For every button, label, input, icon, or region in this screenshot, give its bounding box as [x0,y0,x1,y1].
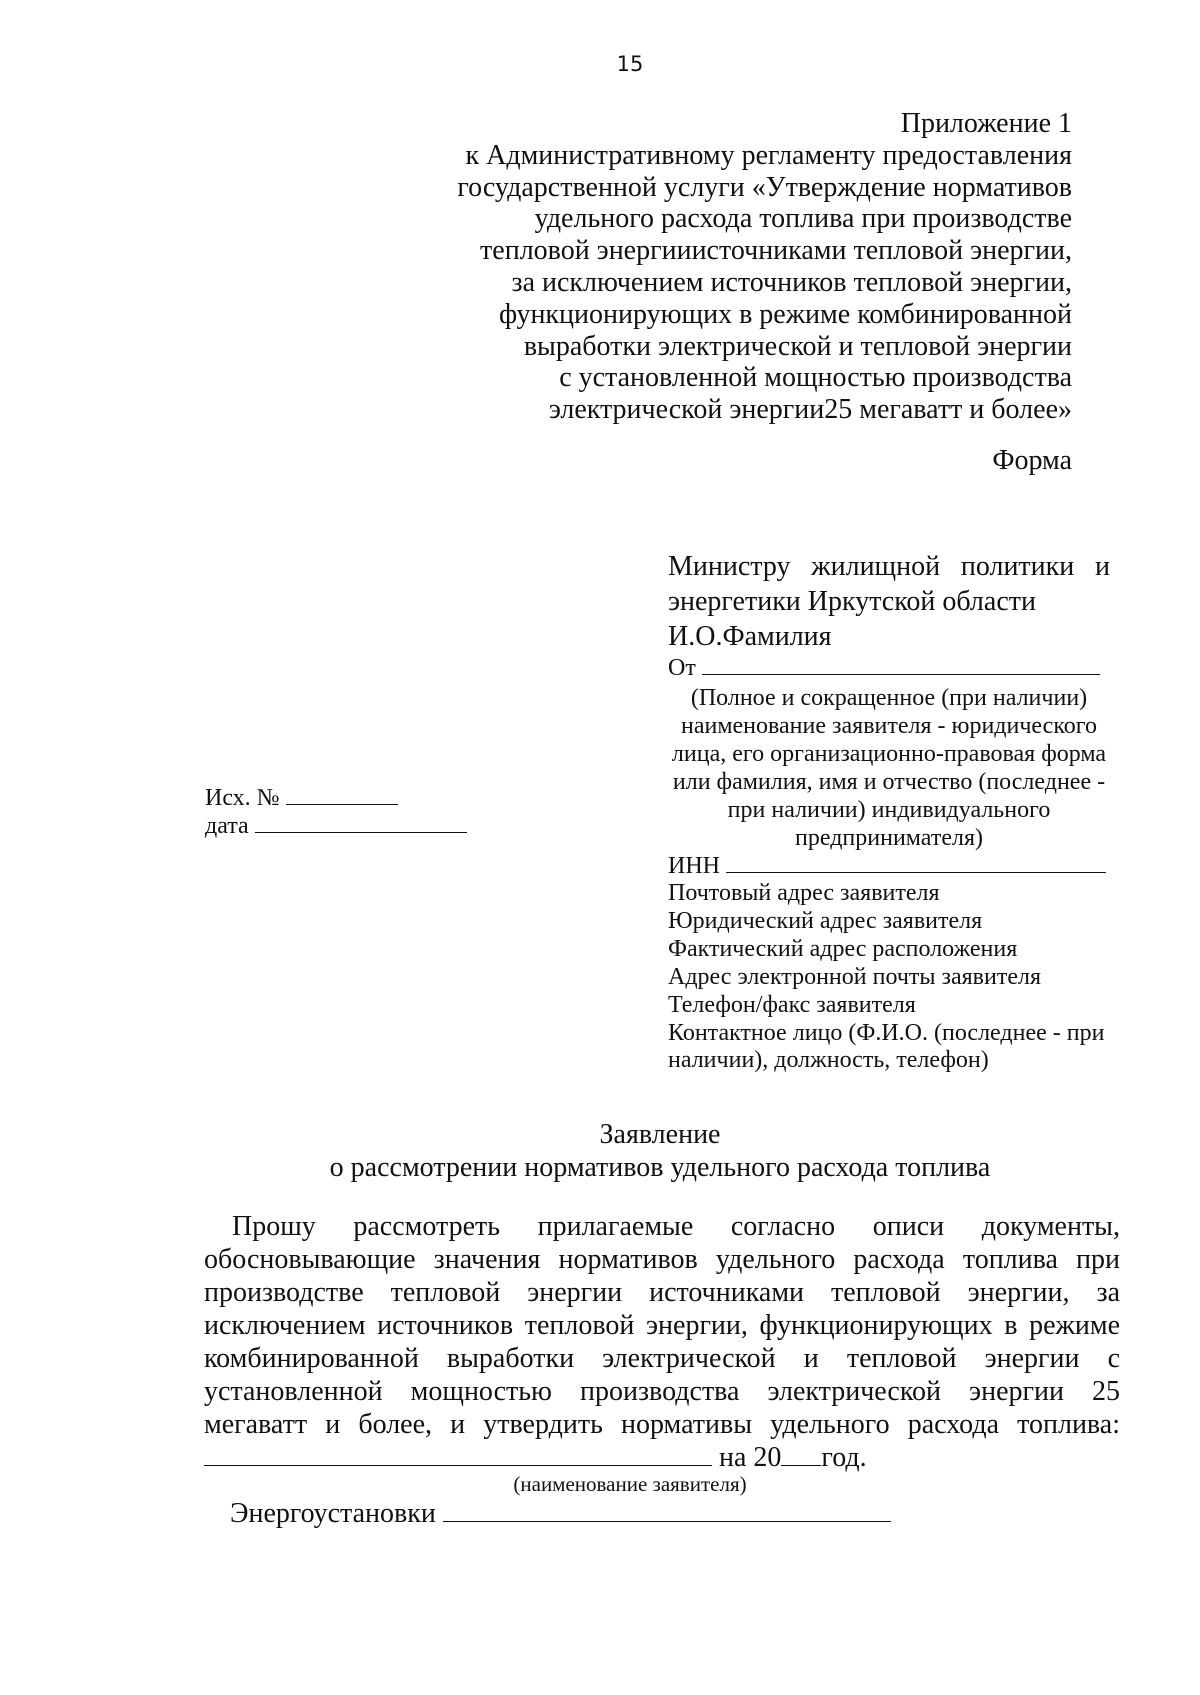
appendix-line: с установленной мощностью производства [559,362,1072,394]
year-prefix: на 20 [719,1442,782,1473]
statement-heading [0,1118,1200,1184]
addressee-block [668,549,1110,1075]
addressee-line: Министру жилищной политики и [668,551,1110,582]
appendix-line: к Административному регламенту предоставления [465,139,1072,171]
from-row [668,654,1110,682]
statement-paragraph: Прошу рассмотреть прилагаемые согласно описи документы, обосновывающие значения нормативов удельного расхода топлива при производстве тепловой энергии источниками тепловой энергии, за исключением источников тепловой энергии, функционирующих в режиме комбинированной выработки электрической и тепловой энергии с установленной мощностью производства электрической энергии 25 мегаватт и более, и утвердить нормативы удельного расхода топлива: [204,1211,1120,1440]
addressee-name: И.О.Фамилия [668,621,832,652]
energy-label: Энергоустановки [230,1498,436,1529]
contact-line: Юридический адрес заявителя [668,907,983,934]
appendix-line: тепловой энергииисточниками тепловой энергии, [480,235,1072,267]
year-blank-line[interactable] [781,1445,821,1466]
appendix-line: Приложение 1 [900,108,1072,139]
appendix-line: функционирующих в режиме комбинированной [499,298,1072,330]
statement-subtitle: о рассмотрении нормативов удельного расхода топлива [329,1152,991,1183]
energy-row [230,1498,891,1530]
page-number: 15 [616,52,644,76]
inn-row [668,852,1110,880]
appendix-line: удельного расхода топлива при производстве [534,203,1072,235]
form-label: Форма [992,445,1072,476]
from-blank-line[interactable] [702,654,1100,675]
year-row [204,1441,1120,1474]
outgoing-number-row [205,784,467,812]
appendix-line: государственной услуги «Утверждение нормативов [457,171,1072,203]
contact-line: Телефон/факс заявителя [668,991,916,1018]
contact-line: Контактное лицо (Ф.И.О. (последнее - при наличии), должность, телефон) [668,1019,1105,1074]
applicant-blank-line[interactable] [204,1445,712,1466]
contact-line: Адрес электронной почты заявителя [668,963,1042,990]
from-label: От [668,655,696,681]
year-suffix: год. [821,1442,867,1473]
appendix-line: электрической энергии25 мегаватт и более» [548,394,1072,426]
from-hint: (Полное и сокращенное (при наличии) наименование заявителя - юридического лица, его организационно-правовая форма или фамилия, имя и отчество (последнее - при наличии) индивидуального предпринимателя) [671,685,1107,851]
inn-label: ИНН [668,853,720,879]
applicant-caption: (наименование заявителя) [513,1472,747,1496]
statement-title: Заявление [599,1119,721,1150]
appendix-header [432,108,1072,426]
appendix-line: выработки электрической и тепловой энергии [523,330,1072,362]
outgoing-number-line[interactable] [286,784,398,805]
contact-line: Фактический адрес расположения [668,935,1018,962]
outgoing-date-line[interactable] [255,812,467,833]
contact-line: Почтовый адрес заявителя [668,880,940,906]
outgoing-number-label: Исх. № [205,785,280,811]
energy-blank-line[interactable] [443,1501,891,1522]
outgoing-date-label: дата [205,813,249,839]
addressee-line: энергетики Иркутской области [668,586,1036,617]
outgoing-date-row [205,812,467,840]
appendix-line: за исключением источников тепловой энергии, [511,266,1072,298]
inn-blank-line[interactable] [726,852,1106,873]
outgoing-block [205,784,467,840]
statement-body [204,1210,1120,1474]
